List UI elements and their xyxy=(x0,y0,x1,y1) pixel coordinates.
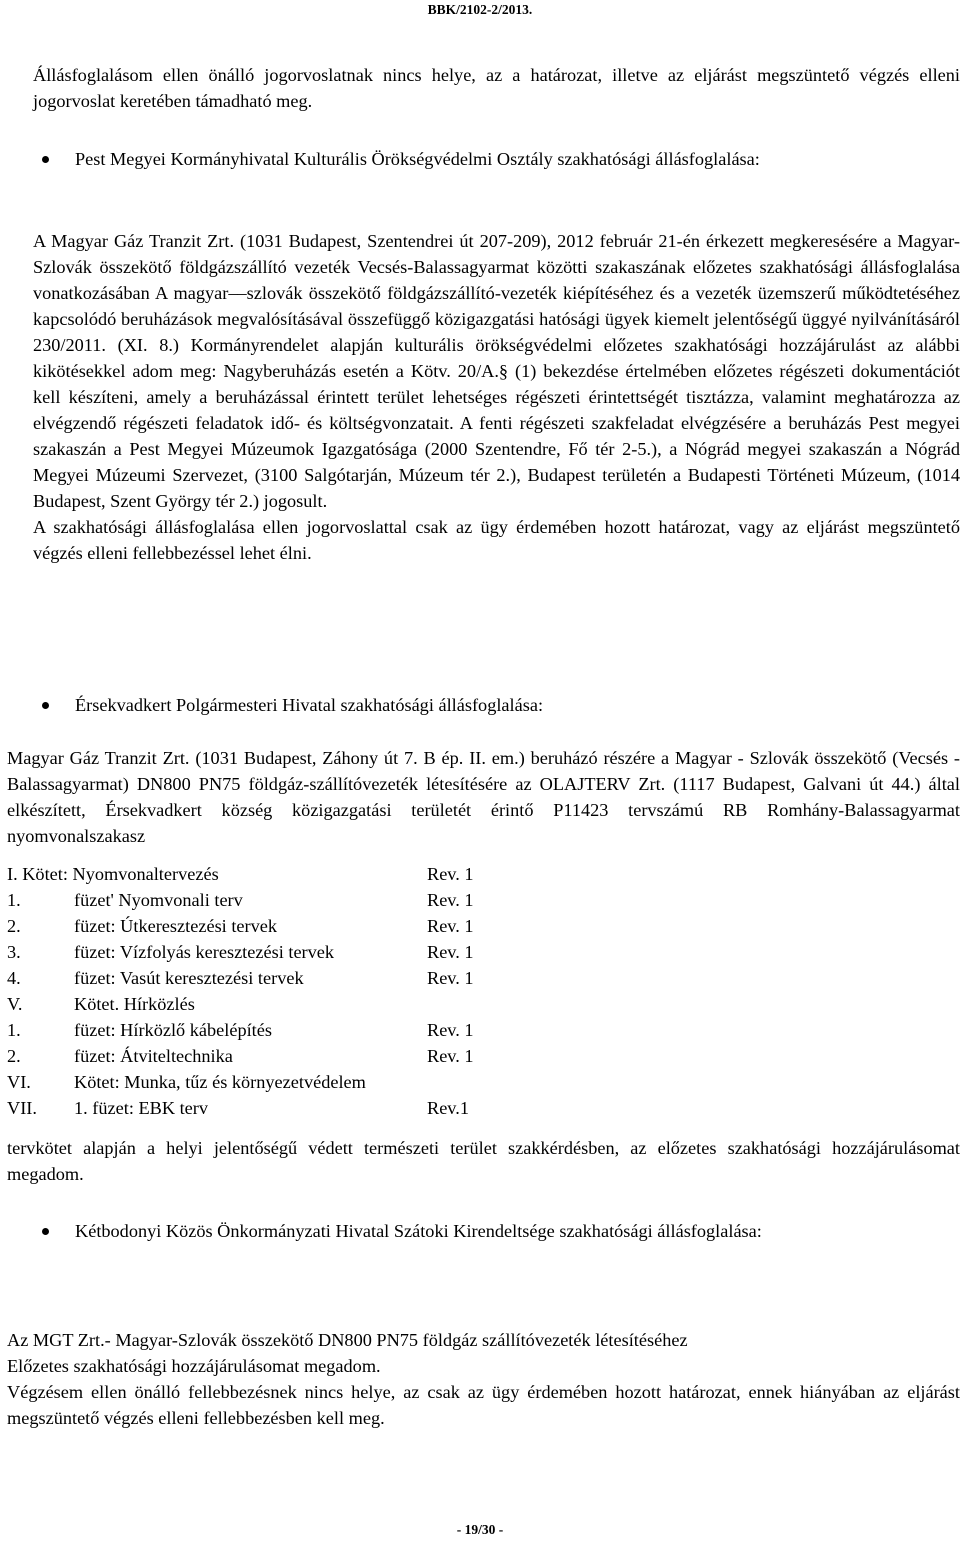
paragraph-mgt: Az MGT Zrt.- Magyar-Szlovák összekötő DN800 PN75 földgáz szállítóvezeték létesítéséhez xyxy=(7,1330,688,1350)
bullet-text: Pest Megyei Kormányhivatal Kulturális Örökségvédelmi Osztály szakhatósági állásfoglalása: xyxy=(75,149,760,169)
paragraph-appeal-note: Állásfoglalásom ellen önálló jogorvoslatnak nincs helye, az a határozat, illetve az eljárást megszüntető végzés elleni jogorvoslat keretében támadható meg. xyxy=(33,65,960,111)
paragraph-appeal-final: Végzésem ellen önálló fellebbezésnek nincs helye, az csak az ügy érdemében hozott határozat, ennek hiányában az eljárást megszüntető végzés elleni fellebbezésben kell meg. xyxy=(7,1382,960,1428)
list-item: 1. füzet' Nyomvonali terv Rev. 1 xyxy=(7,890,474,910)
list-item: VII. 1. füzet: EBK terv Rev.1 xyxy=(7,1098,469,1118)
paragraph-consent: Előzetes szakhatósági hozzájárulásomat megadom. xyxy=(7,1356,381,1376)
list-item: 2. füzet: Átviteltechnika Rev. 1 xyxy=(7,1046,474,1066)
bullet-pest-county xyxy=(33,146,960,172)
bullet-ersekvadkert xyxy=(33,692,960,718)
bullet-text: Kétbodonyi Közös Önkormányzati Hivatal Szátoki Kirendeltsége szakhatósági állásfoglalása: xyxy=(75,1221,762,1241)
bullet-ketbodony xyxy=(33,1218,960,1244)
list-item: 1. füzet: Hírközlő kábelépítés Rev. 1 xyxy=(7,1020,474,1040)
bullet-text: Érsekvadkert Polgármesteri Hivatal szakhatósági állásfoglalása: xyxy=(75,695,544,715)
list-item: 4. füzet: Vasút keresztezési tervek Rev. 1 xyxy=(7,968,474,988)
bullet-icon xyxy=(42,156,49,163)
plan-volume-list xyxy=(7,861,607,1121)
document-header: BBK/2102-2/2013. xyxy=(427,2,533,17)
bullet-icon xyxy=(42,702,49,709)
bullet-icon xyxy=(42,1228,49,1235)
paragraph-protected-area: tervkötet alapján a helyi jelentőségű védett természeti terület szakkérdésben, az előzetes szakhatósági hozzájárulásomat megadom. xyxy=(7,1138,960,1184)
paragraph-heritage-opinion: A Magyar Gáz Tranzit Zrt. (1031 Budapest, Szentendrei út 207-209), 2012 február 21-én érkezett megkeresésére a Magyar- Szlovák összekötő földgázszállító vezeték Vecsés-Balassagyarmat közötti szakaszának előzetes szakhatósági állásfoglalása vonatkozásában A magyar––szlovák összekötő földgázszállító-vezeték kiépítéséhez és a vezeték üzemszerű működtetéséhez kapcsolódó beruházások megvalósításával összefüggő közigazgatási hatósági ügyek kiemelt jelentőségű üggyé nyilvánításáról 230/2011. (XI. 8.) Kormányrendelet alapján kulturális örökségvédelmi előzetes szakhatósági hozzájárulást az alábbi kikötésekkel adom meg: Nagyberuházás esetén a Kötv. 20/A.§ (1) bekezdése értelmében előzetes régészeti dokumentációt kell készíteni, amely a beruházással érintett terület lehetséges régészeti érintettségét tisztázza, valamint meghatározza az elvégzendő régészeti feladatok idő- és költségvonzatait. A fenti régészeti szakfeladat elvégzésére a beruházás Pest megyei szakaszán a Pest Megyei Múzeumok Igazgatósága (2000 Szentendre, Fő tér 2-5.), a Nógrád megyei szakaszán a Nógrád Megyei Múzeumi Szervezet, (3100 Salgótarján, Múzeum tér 2.), Budapest területén a Budapesti Történeti Múzeum, (1014 Budapest, Szent György tér 2.) jogosult. xyxy=(33,231,960,511)
page-number: - 19/30 - xyxy=(456,1522,504,1537)
list-item: V. Kötet. Hírközlés xyxy=(7,994,195,1014)
list-item: 3. füzet: Vízfolyás keresztezési tervek Rev. 1 xyxy=(7,942,474,962)
paragraph-pipeline-plan: Magyar Gáz Tranzit Zrt. (1031 Budapest, Záhony út 7. B ép. II. em.) beruházó részére a Magyar - Szlovák összekötő (Vecsés - Balassagyarmat) DN800 PN75 földgáz-szállítóvezeték létesítésére az OLAJTERV Zrt. (1117 Budapest, Galvani út 44.) által elkészített, Érsekvadkert község közigazgatási területét érintő P11423 tervszámú RB Romhány-Balassagyarmat nyomvonalszakasz xyxy=(7,748,960,846)
paragraph-remedy-note: A szakhatósági állásfoglalása ellen jogorvoslattal csak az ügy érdemében hozott határozat, vagy az eljárást megszüntető végzés elleni fellebbezéssel lehet élni. xyxy=(33,517,960,563)
list-item: I. Kötet: Nyomvonaltervezés Rev. 1 xyxy=(7,864,474,884)
list-item: VI. Kötet: Munka, tűz és környezetvédelem xyxy=(7,1072,366,1092)
list-item: 2. füzet: Útkeresztezési tervek Rev. 1 xyxy=(7,916,474,936)
